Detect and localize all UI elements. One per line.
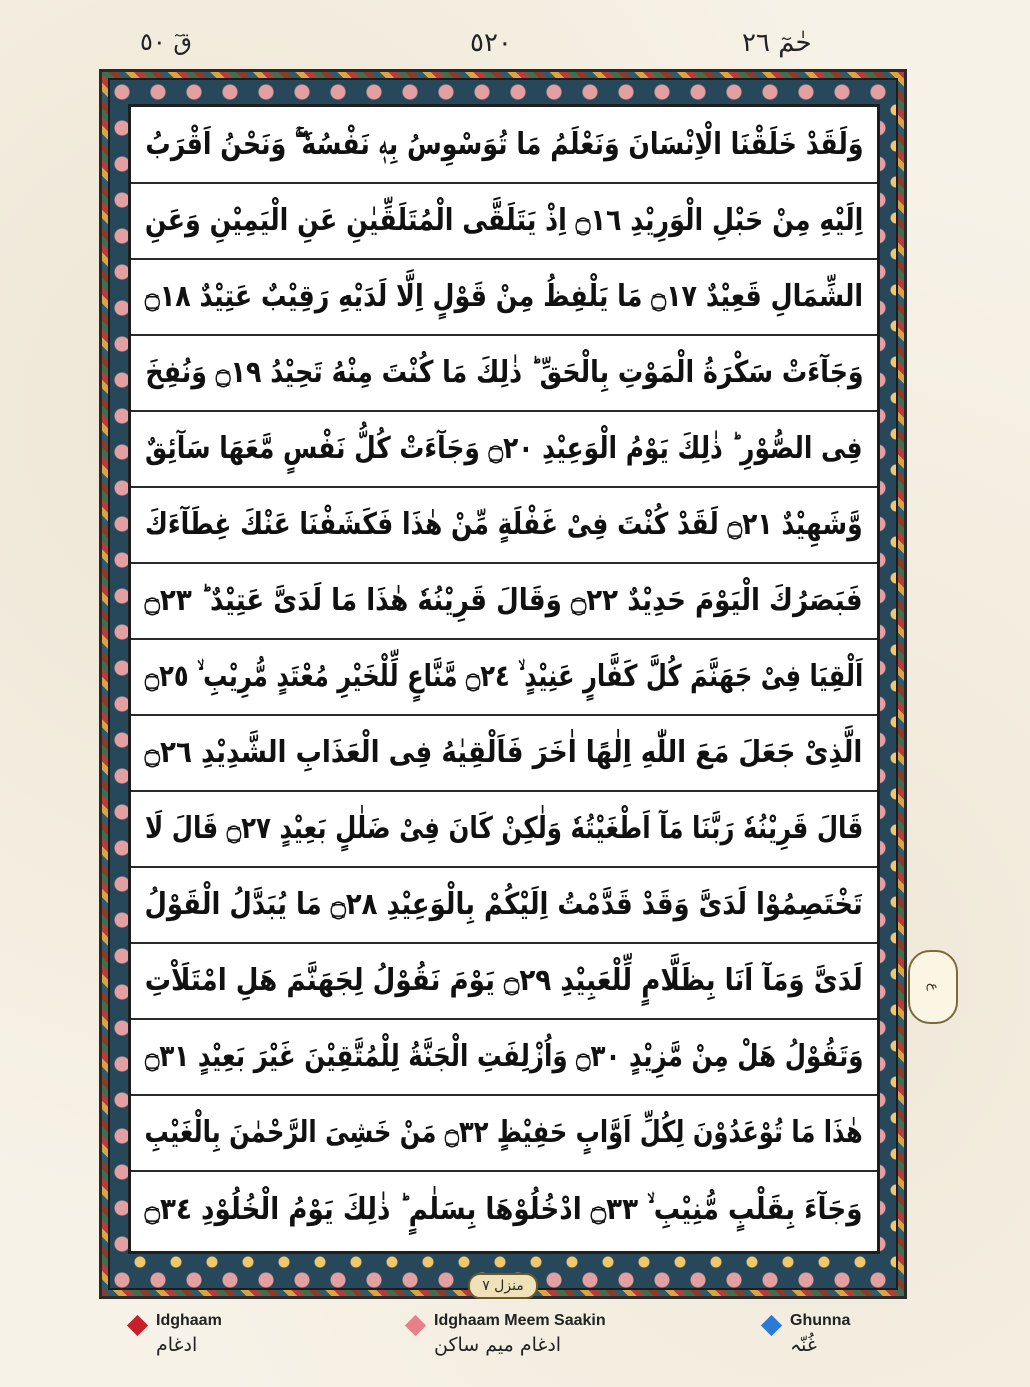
verse-line: الَّذِىْ جَعَلَ مَعَ اللّٰهِ اِلٰهًا اٰخَرَ فَاَلْقِيٰهُ فِى الْعَذَابِ الشَّدِيْدِ ۝٢٦ xyxy=(131,715,877,792)
page-number: ٥٢٠ xyxy=(470,28,512,58)
ruku-marker: ع xyxy=(908,950,958,1024)
verse-line: لَدَىَّ وَمَآ اَنَا بِظَلَّامٍ لِّلْعَبِيْدِ ۝٢٩ يَوْمَ نَقُوْلُ لِجَهَنَّمَ هَلِ امْتَلَاْتِ xyxy=(131,943,877,1020)
verse-line: الشِّمَالِ قَعِيْدٌ ۝١٧ مَا يَلْفِظُ مِنْ قَوْلٍ اِلَّا لَدَيْهِ رَقِيْبٌ عَتِيْدٌ ۝١٨ xyxy=(131,259,877,336)
verse-line: قَالَ قَرِيْنُهٗ رَبَّنَا مَآ اَطْغَيْتُهٗ وَلٰكِنْ كَانَ فِىْ ضَلٰلٍ بَعِيْدٍ ۝٢٧ قَالَ لَا xyxy=(131,791,877,868)
verse-line: وَجَآءَ بِقَلْبٍ مُّنِيْبِ ۙ ۝٣٣ ادْخُلُوْهَا بِسَلٰمٍ ؕ ذٰلِكَ يَوْمُ الْخُلُوْدِ ۝٣٤ xyxy=(145,1192,863,1227)
verse-line: وَلَقَدْ خَلَقْنَا الْاِنْسَانَ وَنَعْلَمُ مَا تُوَسْوِسُ بِهٖ نَفْسُهٗ ۖۚ وَنَحْنُ اَقْرَبُ xyxy=(131,107,877,184)
verse-line: وَتَقُوْلُ هَلْ مِنْ مَّزِيْدٍ ۝٣٠ وَاُزْلِفَتِ الْجَنَّةُ لِلْمُتَّقِيْنَ غَيْرَ بَعِيْدٍ ۝٣١ xyxy=(131,1019,877,1096)
verse-line: وَجَآءَتْ سَكْرَةُ الْمَوْتِ بِالْحَقِّ ؕ ذٰلِكَ مَا كُنْتَ مِنْهُ تَحِيْدُ ۝١٩ وَنُفِخَ xyxy=(131,335,877,412)
idghaam-swatch xyxy=(127,1315,148,1336)
verse-line: هٰذَا مَا تُوْعَدُوْنَ لِكُلِّ اَوَّابٍ حَفِيْظٍ ۝٣٢ مَنْ خَشِىَ الرَّحْمٰنَ بِالْغَيْبِ xyxy=(131,1095,877,1172)
legend-label-ar: ادغام میم ساکن xyxy=(434,1334,562,1356)
juz-header: حٰمٓ ٢٦ xyxy=(742,28,812,58)
verse-line: فِى الصُّوْرِ ؕ ذٰلِكَ يَوْمُ الْوَعِيْدِ ۝٢٠ وَجَآءَتْ كُلُّ نَفْسٍ مَّعَهَا سَآئِقٌ xyxy=(131,411,877,488)
legend-label-en: Idghaam xyxy=(156,1312,222,1329)
legend-label-ar: ادغام xyxy=(156,1334,198,1356)
verse-line: تَخْتَصِمُوْا لَدَىَّ وَقَدْ قَدَّمْتُ اِلَيْكُمْ بِالْوَعِيْدِ ۝٢٨ مَا يُبَدَّلُ الْقَوْلُ xyxy=(131,867,877,944)
idghaam-meem-saakin-swatch xyxy=(405,1315,426,1336)
legend-label-ar: غُنّہ xyxy=(790,1334,817,1356)
legend-label-en: Ghunna xyxy=(790,1312,851,1329)
ghunna-swatch xyxy=(761,1315,782,1336)
verse-line: فَبَصَرُكَ الْيَوْمَ حَدِيْدٌ ۝٢٢ وَقَالَ قَرِيْنُهٗ هٰذَا مَا لَدَىَّ عَتِيْدٌ ؕ ۝٢٣ xyxy=(131,563,877,640)
manzil-badge: منزل ٧ xyxy=(468,1273,538,1299)
verse-line: اَلْقِيَا فِىْ جَهَنَّمَ كُلَّ كَفَّارٍ عَنِيْدٍ ۙ ۝٢٤ مَّنَّاعٍ لِّلْخَيْرِ مُعْتَدٍ مُّرِيْبِ ۙ ۝٢٥ xyxy=(131,639,877,716)
legend-label-en: Idghaam Meem Saakin xyxy=(434,1312,606,1329)
verse-panel xyxy=(128,104,880,1254)
verse-line: وَّشَهِيْدٌ ۝٢١ لَقَدْ كُنْتَ فِىْ غَفْلَةٍ مِّنْ هٰذَا فَكَشَفْنَا عَنْكَ غِطَآءَكَ xyxy=(131,487,877,564)
surah-header: قٓ ٥٠ xyxy=(140,28,193,56)
verse-line: اِلَيْهِ مِنْ حَبْلِ الْوَرِيْدِ ۝١٦ اِذْ يَتَلَقَّى الْمُتَلَقِّيٰنِ عَنِ الْيَمِيْنِ وَعَنِ xyxy=(131,183,877,260)
